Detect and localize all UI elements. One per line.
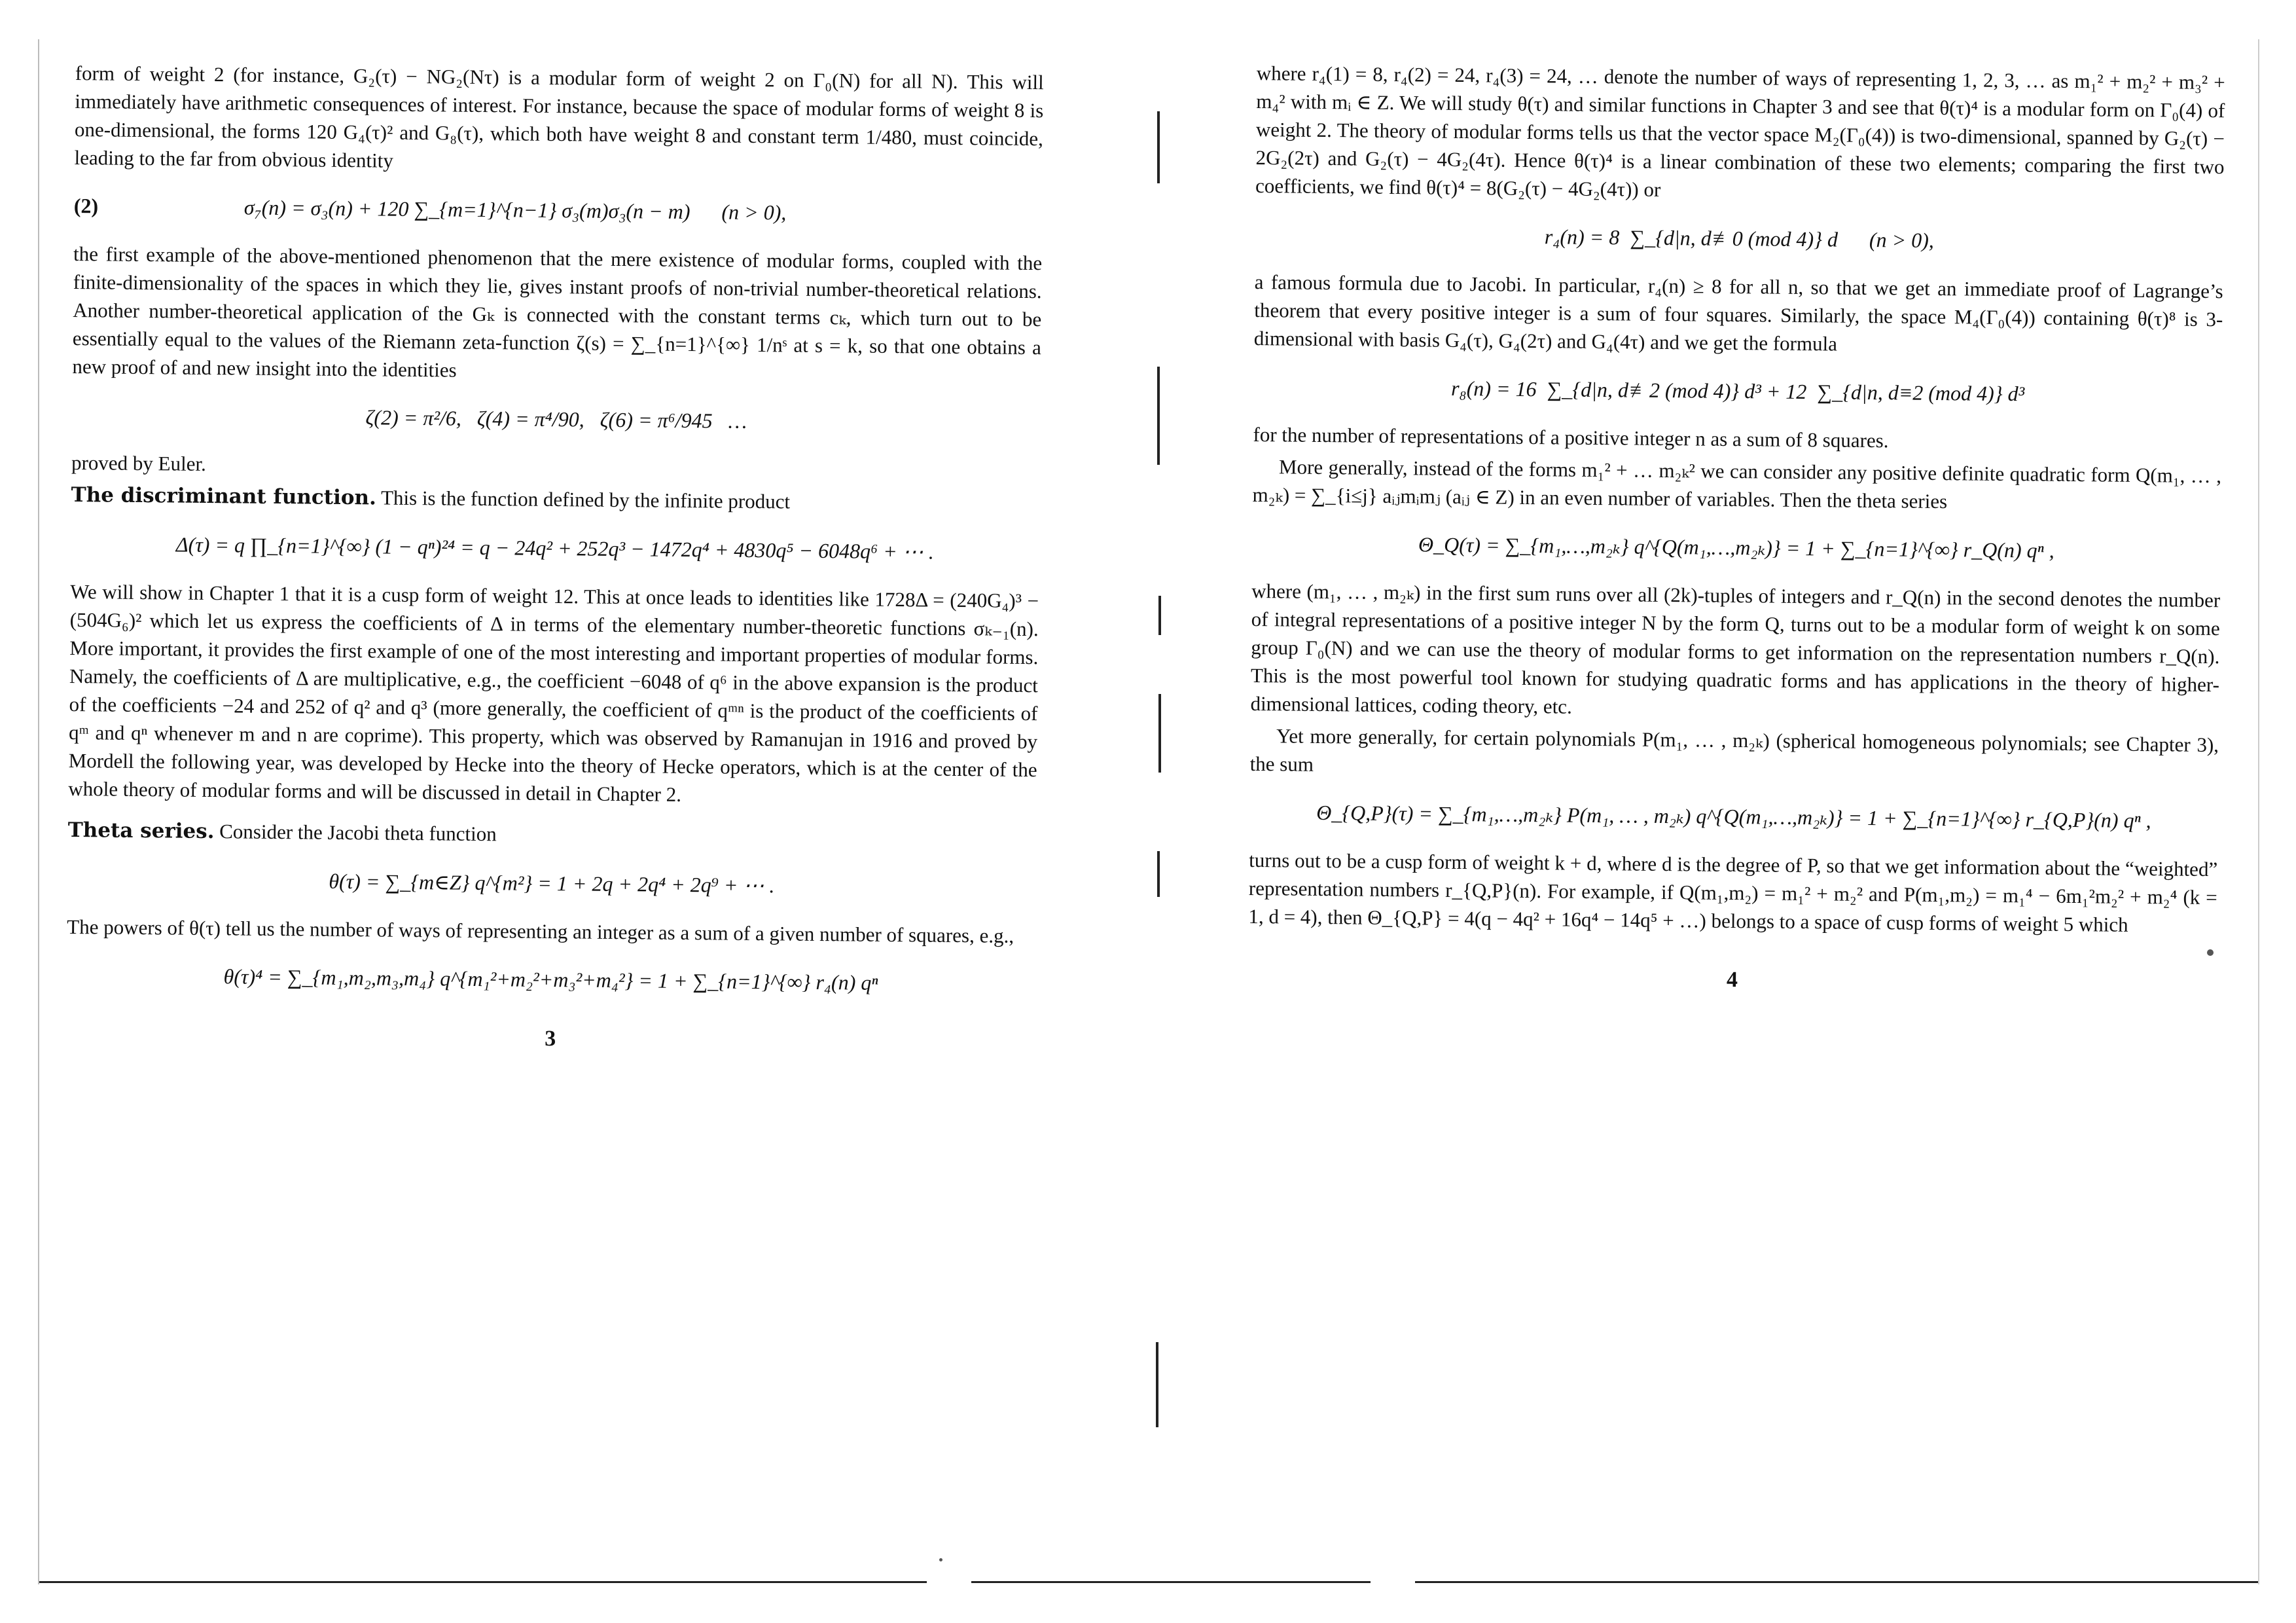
paragraph: The powers of θ(τ) tell us the number of ways of representing an integer as a sum of a given number of squares, e.g., — [67, 915, 1014, 947]
gutter-mark — [1156, 1342, 1158, 1427]
scan-frame-left — [38, 39, 39, 1584]
bottom-scan-rule — [39, 1581, 2258, 1583]
section-theta — [67, 816, 1036, 854]
right-page — [1243, 59, 2225, 1528]
gutter-mark — [1157, 111, 1160, 183]
scan-speck — [939, 1558, 942, 1561]
paragraph: where (m₁, … , m₂ₖ) in the first sum runs over all (2k)-tuples of integers and r_Q(n) in the second denotes the number of integral representations of a positive integer N by the form Q, turns out to be a modular form of weight k on some group Γ₀(N) and we can use the theory of modular forms to get information on the representation numbers r_Q(n). This is the most powerful tool known for studying quadratic forms and has applications in the theory of higher-dimensional lattices, coding theory, etc. — [1250, 579, 2221, 718]
equation-r8: r₈(n) = 16 ∑_{d|n, d≢2 (mod 4)} d³ + 12 ∑_{d|n, d≡2 (mod 4)} d³ — [1450, 376, 2025, 406]
paragraph: for the number of representations of a positive integer n as a sum of 8 squares. — [1253, 422, 1889, 452]
paragraph: form of weight 2 (for instance, G₂(τ) − NG₂(Nτ) is a modular form of weight 2 on Γ₀(N) for all N). This will immediately have arithmetic consequences of interest. For instance, because the space of modular forms of weight 8 is one-dimensional, the forms 120 G₄(τ)² and G₈(τ), which both have weight 8 and constant term 1/480, must coincide, leading to the far from obvious identity — [74, 61, 1044, 172]
paragraph: a famous formula due to Jacobi. In particular, r₄(n) ≥ 8 for all n, so that we get an immediate proof of Lagrange’s theorem that every positive integer is a sum of four squares. Similarly, the space M₄(Γ₀(4)) containing θ(τ)⁸ is 3-dimensional with basis G₄(τ), G₄(2τ) and G₄(4τ) and we get the formula — [1253, 270, 2223, 356]
equation-2 — [74, 191, 1043, 229]
paragraph: where r₄(1) = 8, r₄(2) = 24, r₄(3) = 24, … denote the number of ways of representing 1, 2, 3, … as m₁² + m₂² + m₃² + m₄² with mᵢ ∈ Z. We will study θ(τ) and similar functions in Chapter 3 and see that θ(τ)⁴ is a modular form on Γ₀(4) of weight 2. The theory of modular forms tells us that the vector space M₂(Γ₀(4)) is two-dimensional, spanned by G₂(τ) − 2G₂(2τ) and G₂(τ) − 4G₂(4τ). Hence θ(τ)⁴ is a linear combination of these two elements; comparing the first two coefficients, we find θ(τ)⁴ = 8(G₂(τ) − 4G₂(4τ)) or — [1255, 61, 2225, 201]
section-text: Consider the Jacobi theta function — [219, 820, 497, 846]
equation-theta-qp: Θ_{Q,P}(τ) = ∑_{m₁,…,m₂ₖ} P(m₁, … , m₂ₖ) q^{Q(m₁,…,m₂ₖ)} = 1 + ∑_{n=1}^{∞} r_{Q,P}(n) qⁿ , — [1316, 800, 2151, 833]
section-text: This is the function defined by the infinite product — [380, 486, 791, 513]
gutter-mark — [1158, 694, 1161, 773]
equation-theta4: θ(τ)⁴ = ∑_{m₁,m₂,m₃,m₄} q^{m₁²+m₂²+m₃²+m₄²} = 1 + ∑_{n=1}^{∞} r₄(n) qⁿ — [223, 964, 878, 994]
paragraph: turns out to be a cusp form of weight k + d, where d is the degree of P, so that we get information about the “weighted” representation numbers r_{Q,P}(n). For example, if Q(m₁,m₂) = m₁² + m₂² and P(m₁,m₂) = m₁⁴ − 6m₁²m₂² + m₂⁴ (k = 1, d = 4), then Θ_{Q,P} = 4(q − 4q² + 16q⁴ − 14q⁵ + …) belongs to a space of cusp forms of weight 5 which — [1248, 848, 2218, 936]
gutter-mark — [1158, 596, 1161, 635]
page-number: 3 — [544, 1026, 556, 1051]
section-heading: Theta series. — [67, 818, 215, 844]
section-heading: The discriminant function. — [71, 483, 377, 510]
paragraph: Yet more generally, for certain polynomials P(m₁, … , m₂ₖ) (spherical homogeneous polynomials; see Chapter 3), the sum — [1249, 724, 2219, 776]
equation-body: σ₇(n) = σ₃(n) + 120 ∑_{m=1}^{n−1} σ₃(m)σ₃(n − m) (n > 0), — [243, 195, 787, 225]
equation-zeta: ζ(2) = π²/6, ζ(4) = π⁴/90, ζ(6) = π⁶/945 … — [365, 405, 747, 433]
paragraph: proved by Euler. — [71, 450, 207, 475]
equation-tag: (2) — [73, 193, 99, 218]
equation-delta: Δ(τ) = q ∏_{n=1}^{∞} (1 − qⁿ)²⁴ = q − 24q² + 252q³ − 1472q⁴ + 4830q⁵ − 6048q⁶ + ⋯ . — [175, 532, 935, 564]
left-page — [62, 59, 1044, 1528]
paragraph: the first example of the above-mentioned phenomenon that the mere existence of modular forms, coupled with the finite-dimensionality of the spaces in which they lie, gives instant proofs of non-trivial number-theoretical relations. Another number-theoretical application of the Gₖ is connected with the constant terms cₖ, which turn out to be essentially equal to the values of the Riemann zeta-function ζ(s) = ∑_{n=1}^{∞} 1/nˢ at s = k, so that one obtains a new proof of and new insight into the identities — [72, 242, 1043, 382]
equation-theta-q: Θ_Q(τ) = ∑_{m₁,…,m₂ₖ} q^{Q(m₁,…,m₂ₖ)} = 1 + ∑_{n=1}^{∞} r_Q(n) qⁿ , — [1418, 532, 2054, 562]
scan-frame-right — [2258, 39, 2259, 1584]
paragraph: More generally, instead of the forms m₁² + … m₂ₖ² we can consider any positive definite quadratic form Q(m₁, … , m₂ₖ) = ∑_{i≤j} aᵢⱼmᵢmⱼ (aᵢⱼ ∈ Z) in an even number of variables. Then the theta series — [1252, 455, 2222, 513]
equation-theta: θ(τ) = ∑_{m∈Z} q^{m²} = 1 + 2q + 2q⁴ + 2q⁹ + ⋯ . — [329, 869, 775, 898]
equation-r4: r₄(n) = 8 ∑_{d|n, d≢0 (mod 4)} d (n > 0), — [1544, 225, 1935, 252]
gutter-mark — [1157, 367, 1160, 465]
page-number: 4 — [1726, 967, 1738, 993]
gutter-mark — [1157, 851, 1160, 897]
paragraph: We will show in Chapter 1 that it is a cusp form of weight 12. This at once leads to identities like 1728Δ = (240G₄)³ − (504G₆)² which let us express the coefficients of Δ in terms of the elementary number-theoretic functions σₖ₋₁(n). More important, it provides the first example of one of the most interesting and important properties of modular forms. Namely, the coefficients of Δ are multiplicative, e.g., the coefficient −6048 of q⁶ in the above expansion is the product of the coefficients −24 and 252 of q² and q³ (more generally, the coefficient of qᵐⁿ is the product of the coefficients of qᵐ and qⁿ whenever m and n are coprime). This property, which was observed by Ramanujan in 1916 and proved by Mordell the following year, was developed by Hecke into the theory of Hecke operators, which is at the center of the whole theory of modular forms and will be discussed in detail in Chapter 2. — [68, 579, 1039, 806]
section-discriminant — [71, 481, 1039, 519]
